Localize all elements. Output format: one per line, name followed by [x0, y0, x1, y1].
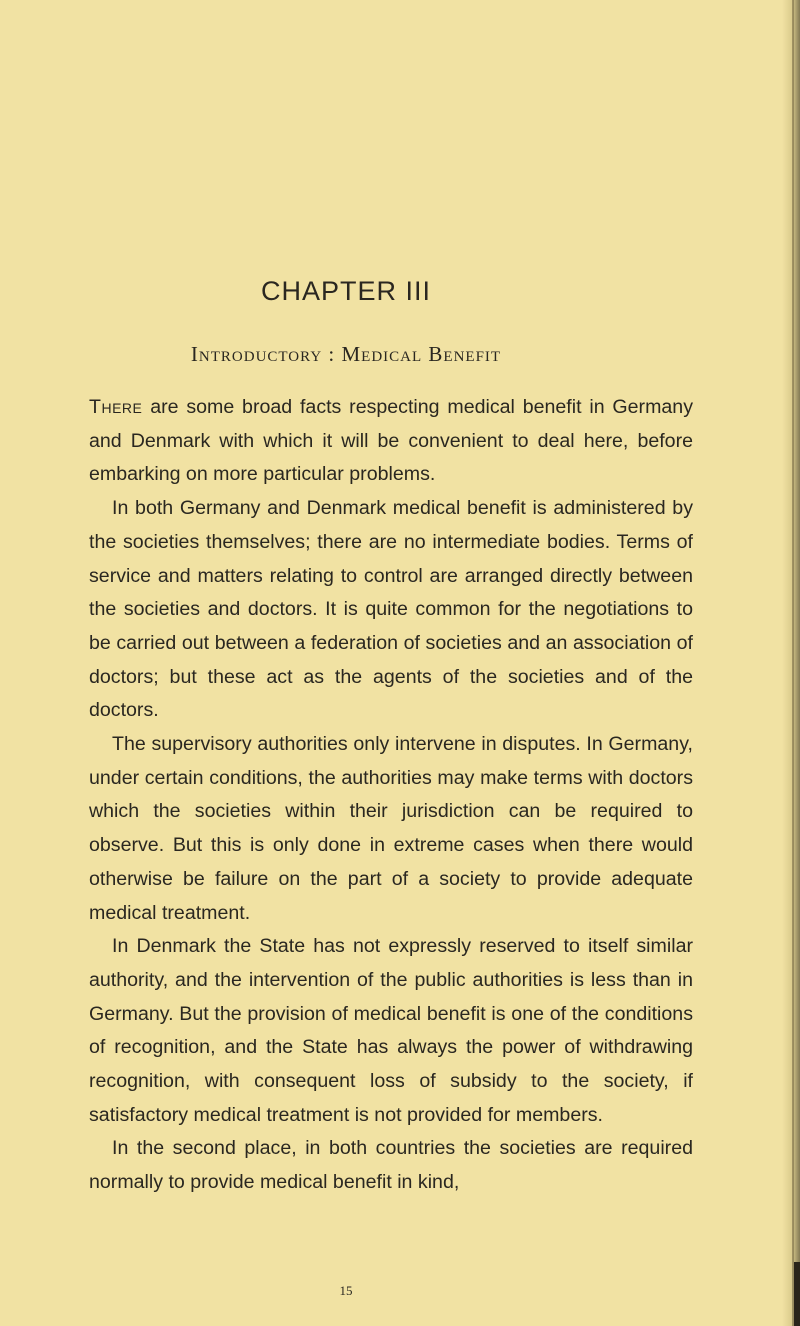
paragraph-1-text: are some broad facts respecting medical benefit in Germany and Denmark with which it will be convenient to deal here, before embarking on more particular problems.	[89, 396, 693, 486]
paragraph-5: In the second place, in both countries the societies are required normally to provide medical benefit in kind,	[89, 1137, 693, 1194]
body-text	[89, 391, 693, 1200]
page-edge-line	[792, 0, 794, 1326]
page-edge-shadow	[782, 0, 800, 1326]
chapter-title: CHAPTER III	[260, 276, 432, 306]
section-title: Introductory : Medical Benefit	[190, 342, 502, 366]
paragraph-4: In Denmark the State has not expressly reserved to itself similar authority, and the intervention of the public authorities is less than in Germany. But the provision of medical benefit is one of the conditions of recognition, and the State has always the power of withdrawing recognition, with consequent loss of subsidy to the society, if satisfactory medical treatment is not provided for members.	[89, 935, 693, 1126]
page-number: 15	[339, 1283, 353, 1298]
paragraph-1	[89, 391, 693, 492]
paragraph-3: The supervisory authorities only intervene in disputes. In Germany, under certain conditions, the authorities may make terms with doctors which the societies within their jurisdiction can be required to observe. But this is only done in extreme cases when there would otherwise be failure on the part of a society to provide adequate medical treatment.	[89, 733, 693, 924]
lead-word: There	[89, 396, 143, 418]
page-edge-mark	[794, 1262, 800, 1326]
paragraph-2: In both Germany and Denmark medical benefit is administered by the societies themselves; there are no intermediate bodies. Terms of service and matters relating to control are arranged directly between the societies and doctors. It is quite common for the negotiations to be carried out between a federation of societies and an association of doctors; but these act as the agents of the societies and of the doctors.	[89, 497, 693, 722]
